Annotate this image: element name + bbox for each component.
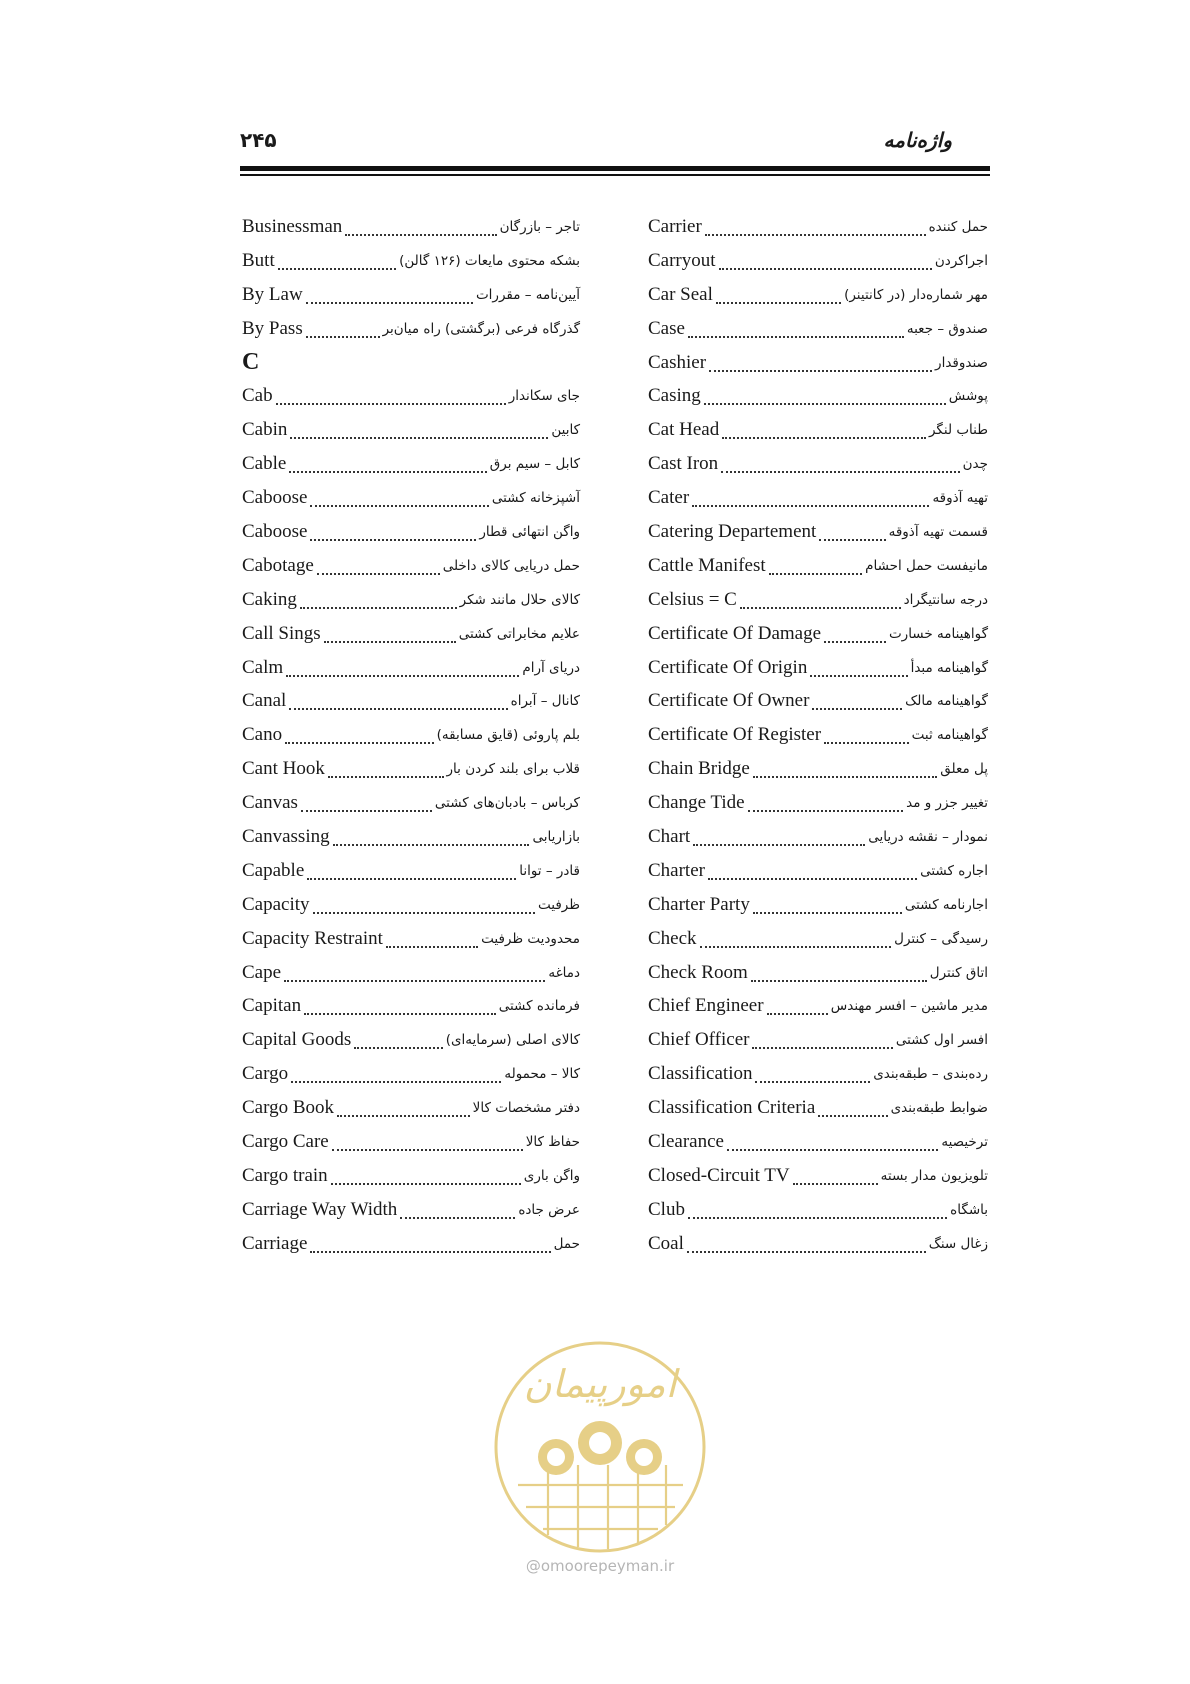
glossary-term: Certificate Of Register — [648, 724, 822, 746]
glossary-term: Club — [648, 1198, 685, 1220]
glossary-term: Cast Iron — [648, 453, 719, 475]
glossary-meaning: آیین‌نامه – مقررات — [475, 286, 580, 303]
dot-leader — [753, 760, 937, 778]
glossary-term: Butt — [242, 249, 275, 271]
dot-leader — [812, 692, 902, 710]
glossary-entry — [242, 854, 580, 888]
dot-leader — [328, 760, 444, 778]
dot-leader — [278, 252, 396, 270]
glossary-meaning: گذرگاه فرعی (برگشتی) راه میان‌بر — [382, 320, 580, 337]
dot-leader — [284, 964, 545, 982]
dot-leader — [289, 455, 486, 473]
glossary-term: Caboose — [242, 520, 308, 542]
glossary-entry — [648, 1023, 988, 1057]
glossary-term: Cape — [242, 961, 282, 983]
glossary-entry — [648, 1159, 988, 1193]
glossary-term: Cant Hook — [242, 758, 325, 780]
glossary-entry — [242, 922, 580, 956]
glossary-term: Cattle Manifest — [648, 554, 766, 576]
watermark-logo-text: امورپیمان — [523, 1362, 677, 1406]
glossary-meaning: کالا – محموله — [504, 1066, 580, 1083]
glossary-meaning: اجراکردن — [934, 252, 988, 269]
glossary-meaning: اتاق کنترل — [929, 964, 988, 981]
glossary-meaning: گواهینامه مبدأ — [910, 659, 988, 676]
glossary-term: Carriage Way Width — [242, 1198, 398, 1220]
glossary-entry — [242, 989, 580, 1023]
glossary-meaning: آشپزخانه کشتی — [491, 490, 580, 507]
glossary-entry — [648, 752, 988, 786]
glossary-term: Coal — [648, 1232, 684, 1254]
dot-leader — [769, 557, 862, 575]
glossary-entry — [648, 346, 988, 380]
glossary-term: Carryout — [648, 249, 716, 271]
dot-leader — [687, 1235, 926, 1253]
glossary-term: Canal — [242, 690, 287, 712]
glossary-term: Caboose — [242, 487, 308, 509]
glossary-entry — [242, 379, 580, 413]
glossary-term: Carriage — [242, 1232, 308, 1254]
glossary-term: Canvassing — [242, 825, 330, 847]
glossary-entry — [648, 379, 988, 413]
glossary-meaning: کابل – سیم برق — [489, 456, 580, 473]
glossary-meaning: مدیر ماشین – افسر مهندس — [830, 998, 988, 1015]
glossary-meaning: حمل دریایی کالای داخلی — [442, 557, 580, 574]
glossary-entry — [242, 1125, 580, 1159]
dot-leader — [307, 862, 516, 880]
dot-leader — [285, 726, 434, 744]
glossary-meaning: افسر اول کشتی — [895, 1032, 988, 1049]
glossary-entry — [648, 210, 988, 244]
glossary-term: Cashier — [648, 351, 707, 373]
glossary-meaning: رده‌بندی – طبقه‌بندی — [873, 1066, 988, 1083]
dot-leader — [824, 726, 909, 744]
glossary-entry — [648, 989, 988, 1023]
glossary-entry — [648, 684, 988, 718]
glossary-meaning: باشگاه — [950, 1201, 988, 1218]
dot-leader — [748, 794, 904, 812]
glossary-meaning: ضوابط طبقه‌بندی — [890, 1100, 988, 1117]
glossary-meaning: مانیفست حمل احشام — [865, 557, 988, 574]
glossary-meaning: کانال – آبراه — [510, 693, 580, 710]
glossary-term: Cat Head — [648, 419, 720, 441]
glossary-meaning: واگن انتهائی قطار — [479, 523, 580, 540]
glossary-entry — [648, 718, 988, 752]
glossary-term: Chain Bridge — [648, 758, 750, 780]
glossary-meaning: تغییر جزر و مد — [906, 795, 988, 812]
glossary-term: Car Seal — [648, 283, 713, 305]
dot-leader — [824, 625, 886, 643]
glossary-entry — [648, 515, 988, 549]
glossary-term: Chief Engineer — [648, 995, 764, 1017]
left-entries-after — [242, 379, 580, 1260]
glossary-entry — [648, 1057, 988, 1091]
glossary-entry — [242, 1091, 580, 1125]
glossary-term: Check Room — [648, 961, 748, 983]
glossary-entry — [242, 956, 580, 990]
glossary-meaning: پوشش — [948, 388, 988, 405]
glossary-meaning: فرمانده کشتی — [498, 998, 580, 1015]
glossary-meaning: گواهینامه مالک — [905, 693, 988, 710]
glossary-entry — [242, 244, 580, 278]
dot-leader — [705, 218, 926, 236]
glossary-meaning: درجه سانتیگراد — [903, 591, 988, 608]
glossary-term: Certificate Of Damage — [648, 622, 822, 644]
watermark-logo — [488, 1335, 713, 1560]
glossary-meaning: صندوق – جعبه — [906, 320, 988, 337]
right-glossary-column — [648, 210, 988, 1261]
dot-leader — [708, 862, 917, 880]
glossary-entry — [242, 413, 580, 447]
glossary-meaning: اجارنامه کشتی — [904, 896, 988, 913]
glossary-meaning: طناب لنگر — [928, 422, 988, 439]
glossary-entry — [242, 1227, 580, 1261]
glossary-term: Capitan — [242, 995, 302, 1017]
glossary-meaning: قادر – توانا — [519, 862, 580, 879]
glossary-term: Capacity — [242, 893, 310, 915]
dot-leader — [818, 1099, 887, 1117]
dot-leader — [719, 252, 932, 270]
glossary-meaning: پل معلق — [940, 761, 988, 778]
dot-leader — [716, 286, 841, 304]
glossary-meaning: رسیدگی – کنترل — [894, 930, 988, 947]
glossary-entry — [648, 651, 988, 685]
dot-leader — [291, 1065, 501, 1083]
glossary-meaning: دفتر مشخصات کالا — [472, 1100, 580, 1117]
glossary-meaning: بلم پاروئی (قایق مسابقه) — [436, 727, 580, 744]
glossary-entry — [242, 1057, 580, 1091]
glossary-meaning: حفاظ کالا — [525, 1133, 580, 1150]
glossary-term: Catering Departement — [648, 520, 817, 542]
dot-leader — [301, 794, 432, 812]
dot-leader — [289, 692, 507, 710]
glossary-meaning: گواهینامه خسارت — [888, 625, 988, 642]
glossary-entry — [242, 820, 580, 854]
glossary-meaning: ظرفیت — [538, 896, 580, 913]
glossary-entry — [648, 312, 988, 346]
glossary-meaning: جای سکاندار — [508, 388, 580, 405]
dot-leader — [693, 828, 865, 846]
dot-leader — [755, 1065, 870, 1083]
dot-leader — [354, 1031, 442, 1049]
glossary-meaning: کرباس – بادبان‌های کشتی — [434, 795, 580, 812]
glossary-entry — [242, 651, 580, 685]
glossary-entry — [242, 1023, 580, 1057]
dot-leader — [290, 421, 548, 439]
glossary-meaning: بشکه محتوی مایعات (۱۲۶ گالن) — [399, 252, 580, 269]
glossary-entry — [648, 278, 988, 312]
glossary-meaning: محدودیت ظرفیت — [481, 930, 580, 947]
glossary-entry — [242, 481, 580, 515]
glossary-entry — [242, 515, 580, 549]
dot-leader — [313, 896, 535, 914]
dot-leader — [400, 1201, 515, 1219]
glossary-term: Closed-Circuit TV — [648, 1164, 790, 1186]
glossary-meaning: بازاریابی — [532, 828, 580, 845]
glossary-entry — [648, 617, 988, 651]
glossary-meaning: علایم مخابراتی کشتی — [458, 625, 580, 642]
dot-leader — [331, 1167, 521, 1185]
dot-leader — [740, 591, 901, 609]
dot-leader — [337, 1099, 470, 1117]
glossary-entry — [242, 752, 580, 786]
dot-leader — [692, 489, 929, 507]
glossary-term: Businessman — [242, 215, 343, 237]
glossary-meaning: تاجر – بازرگان — [499, 218, 580, 235]
dot-leader — [306, 320, 380, 338]
glossary-entry — [648, 481, 988, 515]
glossary-meaning: دریای آرام — [522, 659, 580, 676]
glossary-entry — [242, 1159, 580, 1193]
header-rule-thick — [240, 166, 990, 171]
header-rule-thin — [240, 174, 990, 176]
left-entries-before — [242, 210, 580, 346]
glossary-meaning: اجاره کشتی — [920, 862, 988, 879]
glossary-entry — [242, 278, 580, 312]
glossary-term: Cargo — [242, 1063, 289, 1085]
dot-leader — [753, 896, 902, 914]
page-number: ۲۴۵ — [240, 128, 277, 152]
glossary-term: Charter Party — [648, 893, 750, 915]
glossary-meaning: تلویزیون مدار بسته — [880, 1167, 988, 1184]
dot-leader — [722, 421, 926, 439]
dot-leader — [333, 828, 530, 846]
glossary-meaning: چدن — [962, 456, 988, 473]
glossary-term: Cabotage — [242, 554, 314, 576]
glossary-term: Charter — [648, 859, 705, 881]
dot-leader — [304, 997, 496, 1015]
glossary-meaning: واگن باری — [523, 1167, 580, 1184]
dot-leader — [819, 523, 885, 541]
glossary-term: Cater — [648, 487, 690, 509]
glossary-meaning: گواهینامه ثبت — [911, 727, 988, 744]
glossary-term: Cargo Care — [242, 1130, 329, 1152]
dot-leader — [332, 1133, 523, 1151]
dot-leader — [688, 1201, 947, 1219]
glossary-term: Cable — [242, 453, 287, 475]
glossary-meaning: دماغه — [548, 964, 580, 981]
glossary-entry — [648, 888, 988, 922]
glossary-term: Cargo Book — [242, 1097, 335, 1119]
glossary-term: Change Tide — [648, 792, 745, 814]
dot-leader — [810, 659, 907, 677]
glossary-meaning: کالای اصلی (سرمایه‌ای) — [445, 1032, 580, 1049]
glossary-term: Calm — [242, 656, 284, 678]
glossary-meaning: عرض جاده — [518, 1201, 580, 1218]
glossary-term: Chart — [648, 825, 691, 847]
glossary-meaning: صندوقدار — [935, 354, 988, 371]
running-title: واژه‌نامه — [883, 128, 952, 152]
glossary-entry — [242, 312, 580, 346]
watermark-url: @omoorepeyman.ir — [525, 1557, 675, 1575]
glossary-entry — [648, 583, 988, 617]
dot-leader — [276, 387, 506, 405]
dot-leader — [700, 930, 892, 948]
glossary-entry — [242, 1193, 580, 1227]
glossary-entry — [242, 210, 580, 244]
glossary-meaning: حمل کننده — [928, 218, 988, 235]
glossary-entry — [242, 888, 580, 922]
glossary-entry — [242, 718, 580, 752]
glossary-entry — [648, 1125, 988, 1159]
glossary-term: Case — [648, 317, 685, 339]
glossary-entry — [242, 617, 580, 651]
dot-leader — [286, 659, 519, 677]
dot-leader — [386, 930, 478, 948]
glossary-meaning: ترخیصیه — [941, 1133, 988, 1150]
dot-leader — [793, 1167, 878, 1185]
dot-leader — [751, 964, 927, 982]
glossary-entry — [648, 786, 988, 820]
dot-leader — [345, 218, 496, 236]
glossary-meaning: قلاب برای بلند کردن بار — [446, 761, 580, 778]
glossary-term: By Law — [242, 283, 303, 305]
dot-leader — [300, 591, 457, 609]
dot-leader — [306, 286, 473, 304]
dot-leader — [767, 997, 828, 1015]
glossary-term: Carrier — [648, 215, 702, 237]
dot-leader — [317, 557, 440, 575]
glossary-term: By Pass — [242, 317, 303, 339]
glossary-term: Chief Officer — [648, 1029, 750, 1051]
dot-leader — [752, 1031, 892, 1049]
glossary-meaning: مهر شماره‌دار (در کانتینر) — [844, 286, 988, 303]
glossary-entry — [648, 244, 988, 278]
glossary-term: Capital Goods — [242, 1029, 352, 1051]
dot-leader — [310, 1235, 550, 1253]
glossary-meaning: کابین — [551, 422, 580, 439]
dot-leader — [709, 354, 932, 372]
glossary-term: Clearance — [648, 1130, 724, 1152]
glossary-term: Cabin — [242, 419, 288, 441]
glossary-term: Call Sings — [242, 622, 321, 644]
glossary-term: Classification — [648, 1063, 753, 1085]
dot-leader — [721, 455, 959, 473]
dot-leader — [727, 1133, 938, 1151]
glossary-term: Classification Criteria — [648, 1097, 816, 1119]
glossary-term: Casing — [648, 385, 701, 407]
dot-leader — [310, 523, 476, 541]
section-letter: C — [242, 349, 260, 375]
glossary-term: Canvas — [242, 792, 298, 814]
glossary-entry — [648, 413, 988, 447]
glossary-term: Certificate Of Owner — [648, 690, 810, 712]
glossary-term: Check — [648, 927, 697, 949]
glossary-meaning: نمودار – نقشه دریایی — [868, 828, 988, 845]
glossary-entry — [648, 1193, 988, 1227]
glossary-term: Cano — [242, 724, 283, 746]
glossary-entry — [648, 447, 988, 481]
glossary-meaning: کالای حلال مانند شکر — [459, 591, 580, 608]
glossary-term: Cargo train — [242, 1164, 328, 1186]
glossary-entry — [242, 447, 580, 481]
dot-leader — [704, 387, 946, 405]
glossary-entry — [242, 786, 580, 820]
glossary-meaning: حمل — [553, 1235, 580, 1252]
glossary-term: Capacity Restraint — [242, 927, 383, 949]
glossary-entry — [242, 549, 580, 583]
glossary-term: Certificate Of Origin — [648, 656, 808, 678]
dot-leader — [688, 320, 904, 338]
glossary-term: Celsius = C — [648, 588, 737, 610]
glossary-entry — [648, 549, 988, 583]
left-glossary-column — [242, 210, 580, 1261]
glossary-entry — [648, 854, 988, 888]
glossary-meaning: قسمت تهیه آذوقه — [888, 523, 988, 540]
glossary-entry — [242, 684, 580, 718]
glossary-entry — [648, 1227, 988, 1261]
glossary-meaning: زغال سنگ — [928, 1235, 988, 1252]
right-entries — [648, 210, 988, 1261]
dot-leader — [324, 625, 456, 643]
glossary-entry — [648, 820, 988, 854]
glossary-entry — [648, 956, 988, 990]
glossary-entry — [648, 1091, 988, 1125]
glossary-meaning: تهیه آذوقه — [932, 490, 988, 507]
glossary-term: Caking — [242, 588, 297, 610]
glossary-entry — [648, 922, 988, 956]
glossary-entry — [242, 583, 580, 617]
dot-leader — [310, 489, 488, 507]
glossary-term: Capable — [242, 859, 305, 881]
glossary-term: Cab — [242, 385, 273, 407]
